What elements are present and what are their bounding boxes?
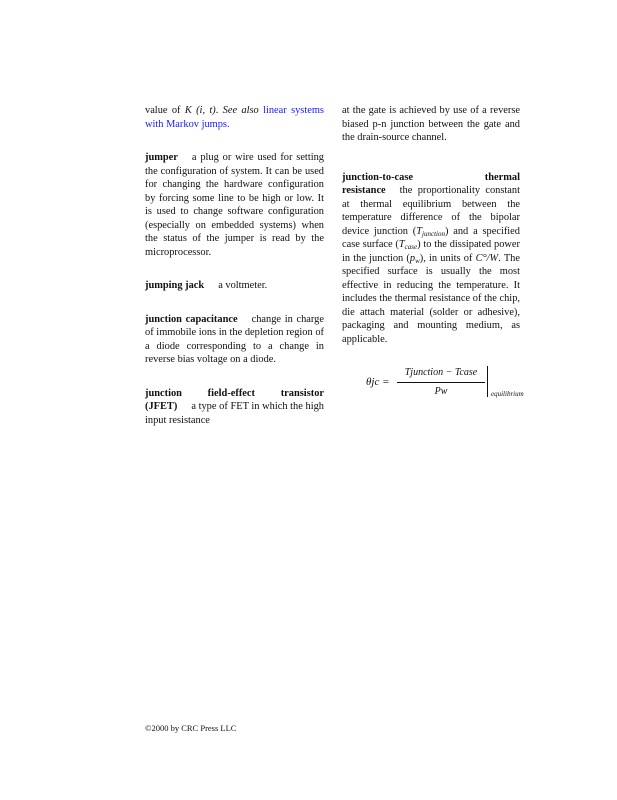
entry-jfet — [145, 387, 324, 428]
subscript-case: case — [404, 243, 418, 251]
continued-text: value of — [145, 105, 185, 116]
symbol-p-w: p — [409, 252, 416, 264]
equation-numerator: Tjunction − Tcase — [404, 367, 478, 378]
unit-symbol: C°/W — [475, 252, 499, 264]
equation-fraction — [397, 366, 485, 398]
entry-jumper — [145, 151, 324, 259]
definition-jfet: a type of FET in which the high input resistance — [145, 401, 324, 426]
continued-entry-text — [145, 104, 324, 131]
cross-reference-link[interactable]: linear systems with Markov jumps. — [145, 105, 324, 130]
fraction-bar — [397, 382, 485, 383]
evaluation-bar — [487, 366, 488, 397]
symbol-t-junction: T — [416, 225, 423, 237]
term-jumper: jumper — [145, 152, 178, 163]
equation-denominator: Pw — [434, 385, 448, 397]
separator: . — [215, 105, 223, 116]
definition-part: ), in units of — [419, 252, 476, 264]
term-junction-capacitance: junction capacitance — [145, 313, 238, 325]
definition-jumping-jack: a voltmeter. — [218, 280, 268, 291]
definition-part: ) to the dissipated power in the junction ( — [342, 239, 520, 264]
equation-subscript: equilibrium — [491, 390, 524, 398]
term-jfet: junction field-effect transistor (JFET) — [145, 387, 324, 412]
definition-junction-capacitance: change in charge of immobile ions in the depletion region of a diode corresponding to a change in reverse bias voltage on a diode. — [145, 313, 324, 365]
term-junction-to-case: junction-to-case thermal resistance — [342, 171, 520, 196]
copyright-footer: ©2000 by CRC Press LLC — [145, 723, 237, 733]
left-column — [145, 104, 324, 447]
definition-part: . The specified surface is usually the most effective in reducing the temperature. It includes the thermal resistance of the chip, die attach material (solder or adhesive), packaging and mounting medium, as applicable. — [342, 252, 520, 345]
see-also-label: See also — [222, 105, 259, 116]
entry-junction-to-case — [342, 171, 520, 347]
subscript-junction: junction — [422, 229, 445, 238]
definition-jumper: a plug or wire used for setting the configuration of system. It can be used for changing the hardware configuration by forcing some line to be high or low. It is used to change software configuration (especially on embedded systems) when the status of the jumper is read by the microprocessor. — [145, 152, 324, 258]
math-expression: K (i, t) — [184, 105, 216, 116]
definition-part: ) and a specified case surface ( — [342, 225, 520, 250]
entry-junction-capacitance — [145, 313, 324, 367]
term-jumping-jack: jumping jack — [145, 280, 205, 291]
continued-jfet-text: at the gate is achieved by use of a reverse biased p-n junction between the gate and the drain-source channel. — [342, 105, 520, 143]
entry-jumping-jack — [145, 279, 324, 293]
right-column — [342, 104, 524, 406]
definition-part: the proportionality constant at thermal equilibrium between the temperature difference of the bipolar device junction ( — [342, 185, 520, 237]
symbol-t-case: T — [398, 239, 405, 250]
subscript-w: w — [415, 256, 420, 265]
thermal-resistance-equation — [342, 366, 524, 406]
equation-lhs: θjc = — [366, 376, 390, 388]
